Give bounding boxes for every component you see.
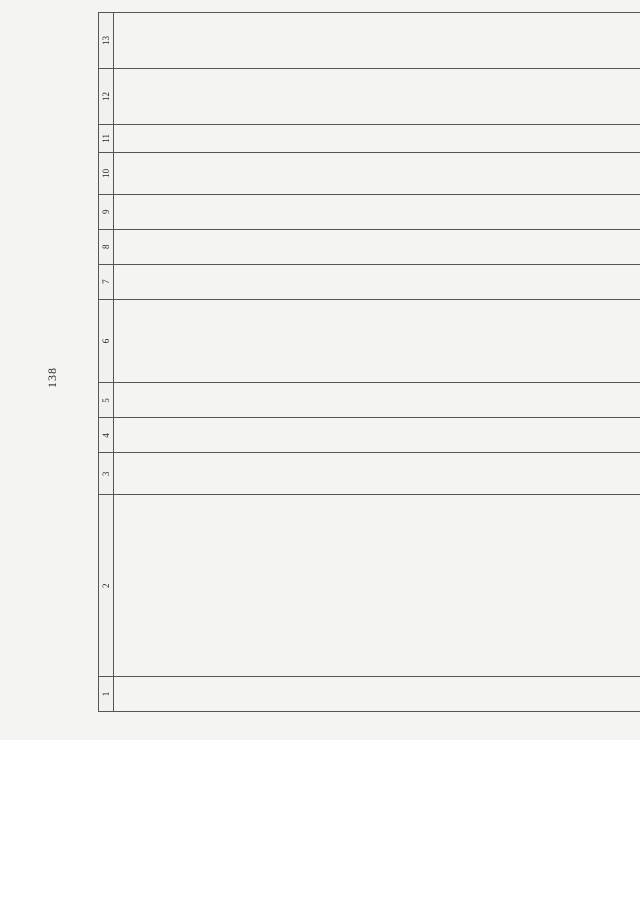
col-header: 9 xyxy=(99,194,114,229)
col-header: 13 xyxy=(99,13,114,69)
col-header: 12 xyxy=(99,69,114,125)
col-header: 3 xyxy=(99,453,114,495)
table-body xyxy=(114,13,640,712)
table-row xyxy=(114,13,640,712)
col-header: 2 xyxy=(99,495,114,677)
budget-table xyxy=(98,12,640,712)
page-number: 138 xyxy=(45,367,59,388)
col-header: 1 xyxy=(99,677,114,712)
col-header: 7 xyxy=(99,264,114,299)
col-header: 10 xyxy=(99,152,114,194)
col-header: 4 xyxy=(99,418,114,453)
col-header: 6 xyxy=(99,299,114,383)
rotated-table-wrapper xyxy=(98,12,640,712)
col-header: 5 xyxy=(99,383,114,418)
col-header: 8 xyxy=(99,229,114,264)
col-header: 11 xyxy=(99,124,114,152)
header-row xyxy=(99,13,114,712)
